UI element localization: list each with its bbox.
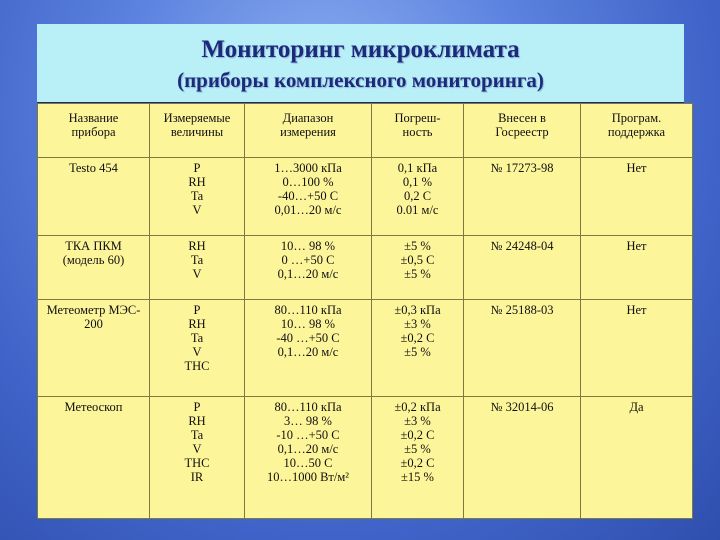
cell-registry: № 24248-04 — [464, 236, 581, 300]
slide-title: Мониторинг микроклимата — [201, 36, 520, 63]
slide-subtitle: (приборы комплексного мониторинга) — [177, 68, 544, 92]
table-row — [38, 397, 693, 519]
cell-software: Нет — [581, 300, 693, 397]
header-cell-software: Програм. поддержка — [581, 104, 693, 158]
header-cell-quantities: Измеряемые величины — [150, 104, 245, 158]
cell-range: 80…110 кПа 10… 98 % -40 …+50 С 0,1…20 м/с — [245, 300, 372, 397]
header-cell-registry: Внесен в Госреестр — [464, 104, 581, 158]
header-cell-name: Название прибора — [38, 104, 150, 158]
cell-registry: № 32014-06 — [464, 397, 581, 519]
cell-quantities: RH Ta V — [150, 236, 245, 300]
cell-range: 1…3000 кПа 0…100 % -40…+50 С 0,01…20 м/с — [245, 158, 372, 236]
cell-registry: № 17273-98 — [464, 158, 581, 236]
cell-software: Нет — [581, 158, 693, 236]
instruments-table — [37, 103, 693, 519]
table-row — [38, 236, 693, 300]
header-cell-range: Диапазон измерения — [245, 104, 372, 158]
cell-error: ±0,3 кПа ±3 % ±0,2 С ±5 % — [372, 300, 464, 397]
cell-error: ±5 % ±0,5 С ±5 % — [372, 236, 464, 300]
cell-range: 10… 98 % 0 …+50 С 0,1…20 м/с — [245, 236, 372, 300]
cell-name: ТКА ПКМ (модель 60) — [38, 236, 150, 300]
cell-error: 0,1 кПа 0,1 % 0,2 С 0.01 м/с — [372, 158, 464, 236]
cell-range: 80…110 кПа 3… 98 % -10 …+50 С 0,1…20 м/с 10…50 С 10…1000 Вт/м² — [245, 397, 372, 519]
title-box — [37, 24, 684, 104]
cell-software: Да — [581, 397, 693, 519]
table-row — [38, 158, 693, 236]
header-cell-error: Погреш- ность — [372, 104, 464, 158]
cell-name: Метеоскоп — [38, 397, 150, 519]
cell-software: Нет — [581, 236, 693, 300]
cell-name: Testo 454 — [38, 158, 150, 236]
cell-quantities: P RH Ta V THC — [150, 300, 245, 397]
cell-quantities: P RH Ta V THC IR — [150, 397, 245, 519]
cell-error: ±0,2 кПа ±3 % ±0,2 С ±5 % ±0,2 С ±15 % — [372, 397, 464, 519]
table-header-row — [38, 104, 693, 158]
cell-registry: № 25188-03 — [464, 300, 581, 397]
cell-name: Метеометр МЭС- 200 — [38, 300, 150, 397]
cell-quantities: P RH Ta V — [150, 158, 245, 236]
table-row — [38, 300, 693, 397]
